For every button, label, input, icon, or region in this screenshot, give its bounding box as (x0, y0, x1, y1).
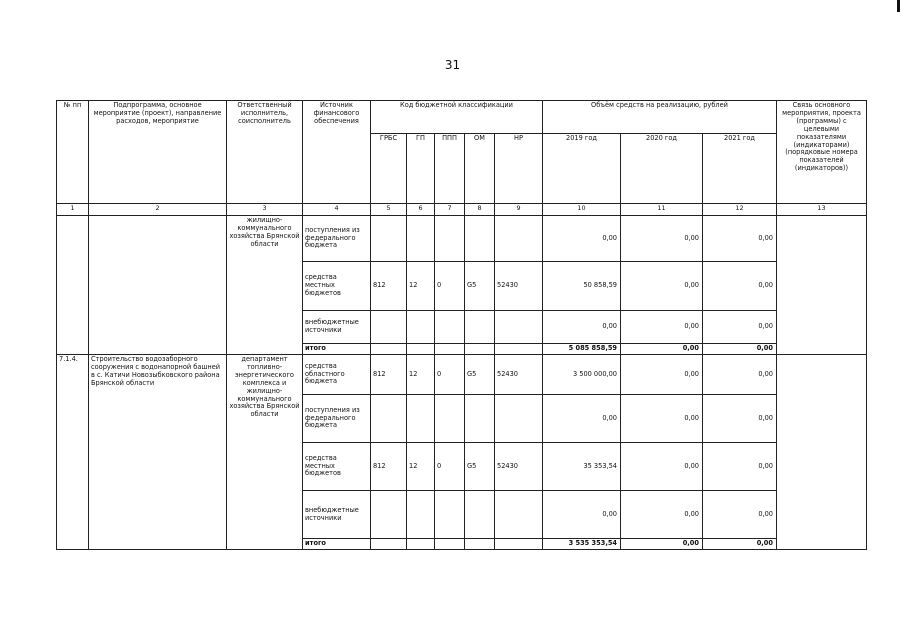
value-2021-cell: 0,00 (703, 395, 777, 443)
column-number-row (57, 204, 867, 216)
header-responsible: Ответственный исполнитель, соисполнитель (227, 101, 303, 204)
ppp-cell (435, 216, 465, 262)
grbs-cell (371, 311, 407, 344)
value-2021-cell: 0,00 (703, 216, 777, 262)
grbs-cell (371, 491, 407, 539)
value-2019-cell: 0,00 (543, 311, 621, 344)
header-gp: ГП (407, 134, 435, 204)
grbs-cell (371, 344, 407, 355)
header-row-1 (57, 101, 867, 134)
header-2019: 2019 год (543, 134, 621, 204)
grbs-cell (371, 539, 407, 550)
gp-cell (407, 344, 435, 355)
total-2019: 5 085 858,59 (543, 344, 621, 355)
value-2020-cell: 0,00 (621, 491, 703, 539)
header-source: Источник финансового обеспечения (303, 101, 371, 204)
column-number: 9 (495, 204, 543, 216)
ppp-cell (435, 491, 465, 539)
column-number: 6 (407, 204, 435, 216)
total-2021: 0,00 (703, 344, 777, 355)
value-2020-cell: 0,00 (621, 311, 703, 344)
nr-cell: 52430 (495, 262, 543, 311)
gp-cell (407, 491, 435, 539)
source-cell: внебюджетные источники (303, 311, 371, 344)
nr-cell: 52430 (495, 443, 543, 491)
page-number: 31 (444, 58, 461, 72)
column-number: 7 (435, 204, 465, 216)
nr-cell (495, 491, 543, 539)
value-2020-cell: 0,00 (621, 395, 703, 443)
grbs-cell: 812 (371, 262, 407, 311)
value-2019-cell: 3 500 000,00 (543, 355, 621, 395)
link-cell (777, 216, 867, 355)
value-2019-cell: 50 858,59 (543, 262, 621, 311)
value-2021-cell: 0,00 (703, 262, 777, 311)
value-2020-cell: 0,00 (621, 443, 703, 491)
source-cell: поступления из федерального бюджета (303, 216, 371, 262)
responsible-cell: жилищно-коммунального хозяйства Брянской области (227, 216, 303, 355)
value-2021-cell: 0,00 (703, 443, 777, 491)
nr-cell (495, 395, 543, 443)
header-ppp: ППП (435, 134, 465, 204)
om-cell (465, 311, 495, 344)
source-cell: поступления из федерального бюджета (303, 395, 371, 443)
column-number: 8 (465, 204, 495, 216)
total-2021: 0,00 (703, 539, 777, 550)
total-2019: 3 535 353,54 (543, 539, 621, 550)
gp-cell: 12 (407, 443, 435, 491)
program-cell: Строительство водозаборного сооружения с водонапорной башней в с. Катичи Новозыбковского района Брянской области (89, 355, 227, 550)
responsible-cell: департамент топливно-энергетического комплекса и жилищно-коммунального хозяйства Брянской области (227, 355, 303, 550)
value-2019-cell: 35 353,54 (543, 443, 621, 491)
header-om: ОМ (465, 134, 495, 204)
value-2021-cell: 0,00 (703, 491, 777, 539)
scan-edge-mark (897, 0, 900, 12)
nr-cell (495, 311, 543, 344)
table-row (57, 216, 867, 262)
header-grbs: ГРБС (371, 134, 407, 204)
header-volume: Объём средств на реализацию, рублей (543, 101, 777, 134)
ppp-cell (435, 311, 465, 344)
value-2019-cell: 0,00 (543, 216, 621, 262)
gp-cell (407, 311, 435, 344)
grbs-cell: 812 (371, 443, 407, 491)
total-2020: 0,00 (621, 344, 703, 355)
header-program: Подпрограмма, основное мероприятие (проект), направление расходов, мероприятие (89, 101, 227, 204)
value-2021-cell: 0,00 (703, 311, 777, 344)
om-cell (465, 539, 495, 550)
column-number: 11 (621, 204, 703, 216)
value-2019-cell: 0,00 (543, 395, 621, 443)
ppp-cell: 0 (435, 355, 465, 395)
column-number: 1 (57, 204, 89, 216)
nr-cell: 52430 (495, 355, 543, 395)
gp-cell (407, 539, 435, 550)
total-2020: 0,00 (621, 539, 703, 550)
gp-cell: 12 (407, 355, 435, 395)
header-2020: 2020 год (621, 134, 703, 204)
total-label: итого (303, 344, 371, 355)
value-2020-cell: 0,00 (621, 262, 703, 311)
table-row (57, 355, 867, 395)
column-number: 10 (543, 204, 621, 216)
program-cell (89, 216, 227, 355)
grbs-cell: 812 (371, 355, 407, 395)
column-number: 5 (371, 204, 407, 216)
source-cell: средства областного бюджета (303, 355, 371, 395)
om-cell (465, 216, 495, 262)
ppp-cell (435, 539, 465, 550)
om-cell: G5 (465, 355, 495, 395)
source-cell: средства местных бюджетов (303, 443, 371, 491)
header-budget-code: Код бюджетной классификации (371, 101, 543, 134)
nr-cell (495, 216, 543, 262)
nr-cell (495, 344, 543, 355)
gp-cell: 12 (407, 262, 435, 311)
value-2020-cell: 0,00 (621, 216, 703, 262)
column-number: 3 (227, 204, 303, 216)
column-number: 13 (777, 204, 867, 216)
gp-cell (407, 395, 435, 443)
grbs-cell (371, 395, 407, 443)
header-2021: 2021 год (703, 134, 777, 204)
header-num: № пп (57, 101, 89, 204)
nr-cell (495, 539, 543, 550)
om-cell (465, 395, 495, 443)
total-label: итого (303, 539, 371, 550)
grbs-cell (371, 216, 407, 262)
header-nr: НР (495, 134, 543, 204)
header-link: Связь основного мероприятия, проекта (программы) с целевыми показателями (индикаторами) (порядковые номера показателей (индикаторов)) (777, 101, 867, 204)
ppp-cell: 0 (435, 443, 465, 491)
column-number: 4 (303, 204, 371, 216)
ppp-cell (435, 344, 465, 355)
ppp-cell (435, 395, 465, 443)
gp-cell (407, 216, 435, 262)
link-cell (777, 355, 867, 550)
column-number: 2 (89, 204, 227, 216)
column-number: 12 (703, 204, 777, 216)
source-cell: средства местных бюджетов (303, 262, 371, 311)
om-cell: G5 (465, 262, 495, 311)
value-2021-cell: 0,00 (703, 355, 777, 395)
source-cell: внебюджетные источники (303, 491, 371, 539)
num-cell: 7.1.4. (57, 355, 89, 550)
value-2020-cell: 0,00 (621, 355, 703, 395)
om-cell (465, 491, 495, 539)
value-2019-cell: 0,00 (543, 491, 621, 539)
ppp-cell: 0 (435, 262, 465, 311)
om-cell (465, 344, 495, 355)
num-cell (57, 216, 89, 355)
budget-table (56, 100, 867, 550)
om-cell: G5 (465, 443, 495, 491)
